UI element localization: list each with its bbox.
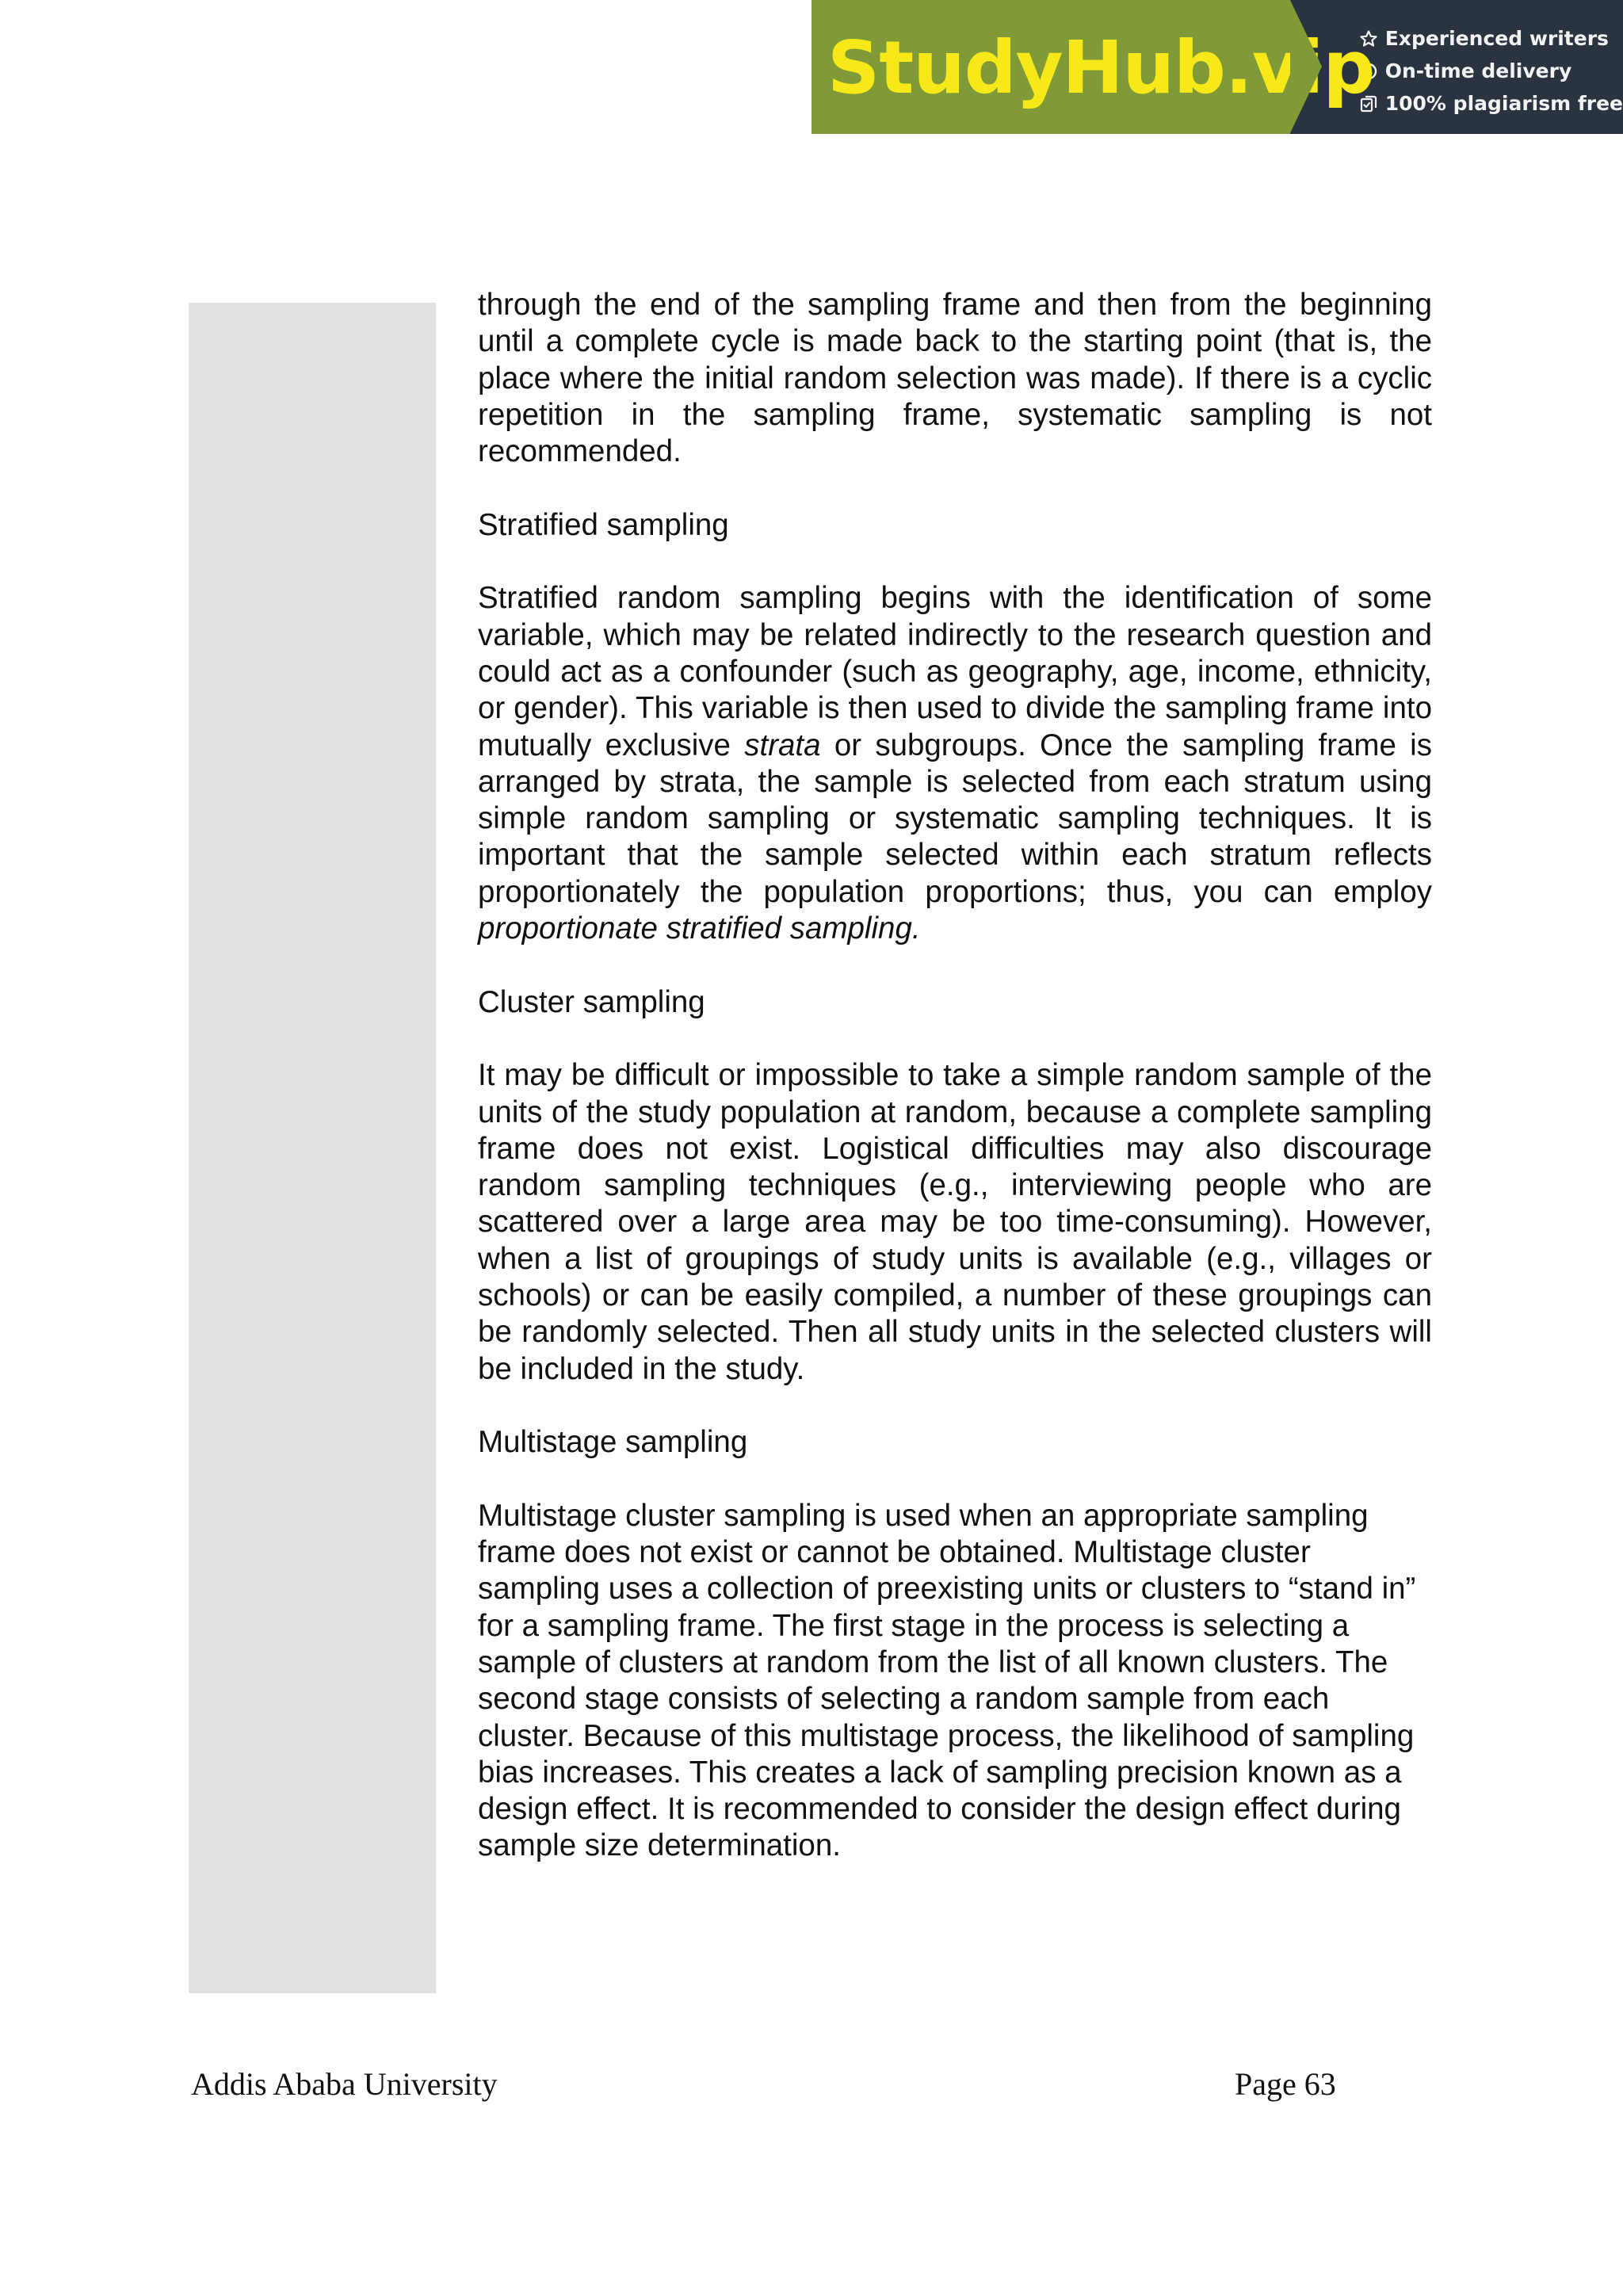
footer-page-number: Page 63 — [1235, 2066, 1336, 2102]
footer-institution: Addis Ababa University — [191, 2066, 498, 2102]
emphasis-proportionate-stratified: proportionate stratified sampling. — [478, 911, 921, 946]
heading-multistage-sampling: Multistage sampling — [478, 1425, 748, 1460]
feature-on-time-delivery — [1358, 55, 1623, 87]
paragraph-stratified-sampling — [478, 580, 1432, 947]
paragraph-cluster-sampling: It may be difficult or impossible to take a simple random sample of the units of the study population at random, because a complete sampling frame does not exist. Logistical difficulties may also discourage random sampling techniques (e.g., interviewing people who are scattered over a large area may be too time-consuming). However, when a list of groupings of study units is available (e.g., villages or schools) or can be easily compiled, a number of these groupings can be randomly selected. Then all study units in the selected clusters will be included in the study. — [478, 1058, 1432, 1386]
feature-label: On-time delivery — [1384, 59, 1572, 82]
brand-logo[interactable]: StudyHub.vip — [827, 25, 1375, 110]
text-run: or subgroups. Once the sampling frame is arranged by strata, the sample is selected from each stratum using simple random sampling or systematic sampling techniques. It is important that the sample selected within each stratum reflects proportionately the population proportions; thus, you can employ — [478, 728, 1432, 909]
brand-panel[interactable] — [812, 0, 1375, 134]
heading-cluster-sampling: Cluster sampling — [478, 984, 705, 1019]
emphasis-strata: strata — [744, 728, 821, 762]
banner-chevron-shape — [1290, 0, 1322, 133]
feature-experienced-writers — [1358, 22, 1623, 55]
page-sidebar — [189, 303, 436, 1993]
paragraph-systematic-end: through the end of the sampling frame and then from the beginning until a complete cycle is made back to the starting point (that is, the place where the initial random selection was made). If there is a cyclic repetition in the sampling frame, systematic sampling is not recommended. — [478, 288, 1432, 469]
feature-plagiarism-free — [1358, 87, 1623, 120]
feature-label: 100% plagiarism free — [1384, 92, 1623, 115]
ad-banner[interactable] — [812, 0, 1623, 134]
paragraph-multistage-sampling: Multistage cluster sampling is used when an appropriate sampling frame does not exist or cannot be obtained. Multistage cluster sampling uses a collection of preexisting units or clusters to “stand in” for a sampling frame. The first stage in the process is selecting a sample of clusters at random from the list of all known clusters. The second stage consists of selecting a random sample from each cluster. Because of this multistage process, the likelihood of sampling bias increases. This creates a lack of sampling precision known as a design effect. It is recommended to consider the design effect during sample size determination. — [478, 1498, 1416, 1863]
feature-label: Experienced writers — [1384, 27, 1609, 50]
text-run: Stratified random sampling begins with the identification of some variable, which may be related indirectly to the research question and could act as a confounder (such as geography, age, income, ethnicity, or gender). This variable is then used to divide the sampling frame into mutually exclusive — [478, 581, 1432, 762]
heading-stratified-sampling: Stratified sampling — [478, 507, 729, 542]
page-content — [478, 287, 1432, 1901]
